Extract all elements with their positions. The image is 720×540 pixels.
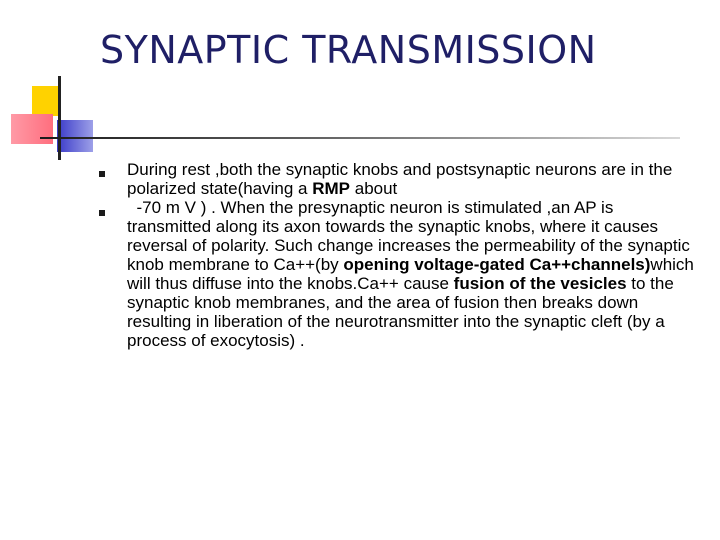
accent-square-yellow — [32, 86, 60, 116]
accent-vertical-line — [58, 76, 61, 160]
bullet-marker — [99, 210, 105, 216]
bold-term: opening voltage-gated Ca++channels) — [343, 255, 651, 274]
slide-title: SYNAPTIC TRANSMISSION — [100, 28, 597, 72]
accent-square-red — [11, 114, 53, 144]
bullet-item-1 — [127, 160, 699, 198]
accent-square-blue — [57, 120, 93, 152]
text-run: which will thus diffuse into the knobs.Ca++ cause — [127, 255, 699, 293]
text-run: to the synaptic knob membranes, and the area of fusion then breaks down resulting in liberation of the neurotransmitter into the synaptic cleft (by a process of exocytosis) . — [127, 274, 679, 350]
slide-body — [127, 160, 699, 350]
text-run: During rest ,both the synaptic knobs and postsynaptic neurons are in the polarized state(having a — [127, 160, 673, 198]
text-run: -70 m V ) . When the presynaptic neuron is stimulated ,an AP is transmitted along its axon towards the synaptic knobs, where it causes reversal of polarity. Such change increases the permeability of the synaptic knob membrane to Ca++(by — [127, 198, 695, 274]
bullet-item-2 — [127, 198, 699, 350]
bold-term: RMP — [312, 179, 351, 198]
title-underline — [40, 137, 680, 139]
bullet-marker — [99, 171, 105, 177]
text-run: about — [350, 179, 398, 198]
bold-term: fusion of the vesicles — [453, 274, 627, 293]
